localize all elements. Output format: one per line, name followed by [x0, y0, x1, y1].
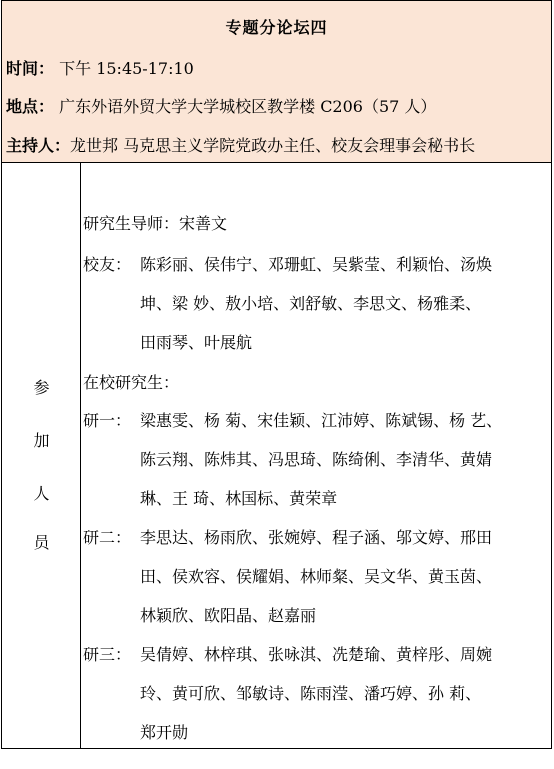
group-line: 吴倩婷、林梓琪、张咏淇、冼楚瑜、黄梓彤、周婉	[140, 645, 493, 664]
group-line: 陈云翔、陈炜其、冯思琦、陈绮俐、李清华、黄婧	[140, 450, 493, 469]
group-line: 琳、王 琦、林国标、黄荣章	[140, 489, 338, 508]
alumni-line: 陈彩丽、侯伟宁、邓珊虹、吴紫莹、利颖怡、汤焕	[140, 255, 493, 274]
alumni-line: 坤、梁 妙、敖小培、刘舒敏、李思文、杨雅柔、	[140, 294, 482, 313]
time-value: 下午 15:45-17:10	[54, 59, 194, 78]
advisor-line: 研究生导师：宋善文	[83, 214, 228, 233]
group-label: 研三：	[83, 645, 132, 664]
group-label: 研一：	[83, 411, 132, 430]
group-line: 李思达、杨雨欣、张婉婷、程子涵、邬文婷、邢田	[140, 528, 493, 547]
group-line: 田、侯欢容、侯耀娟、林师粲、吴文华、黄玉茵、	[140, 567, 493, 586]
group-line: 梁惠雯、杨 菊、宋佳颖、江沛婷、陈斌锡、杨 艺、	[140, 411, 503, 430]
location-row	[1, 85, 552, 125]
host-value: 龙世邦 马克思主义学院党政办主任、校友会理事会秘书长	[70, 136, 476, 155]
location-label: 地点：	[6, 97, 55, 116]
host-row	[1, 125, 552, 163]
participants-label-char: 员	[33, 533, 50, 552]
group-label: 研二：	[83, 528, 132, 547]
participants-label-char: 加	[33, 431, 50, 450]
group-line: 玲、黄可欣、邹敏诗、陈雨滢、潘巧婷、孙 莉、	[140, 684, 482, 703]
participants-label-cell	[2, 163, 81, 748]
participants-label-char: 人	[33, 484, 50, 503]
time-row	[1, 45, 552, 85]
location-value: 广东外语外贸大学大学城校区教学楼 C206（57 人）	[54, 97, 437, 116]
alumni-label: 校友：	[83, 255, 132, 274]
alumni-line: 田雨琴、叶展航	[140, 333, 253, 352]
group-line: 林颖欣、欧阳晶、赵嘉丽	[140, 606, 317, 625]
participants-section	[1, 163, 552, 749]
students-heading: 在校研究生：	[83, 373, 180, 392]
forum-title: 专题分论坛四	[225, 18, 328, 37]
time-label: 时间：	[6, 59, 55, 78]
group-line: 郑开勋	[140, 723, 189, 742]
participants-label-char: 参	[33, 378, 50, 397]
title-row	[1, 0, 552, 45]
host-label: 主持人：	[6, 136, 71, 155]
